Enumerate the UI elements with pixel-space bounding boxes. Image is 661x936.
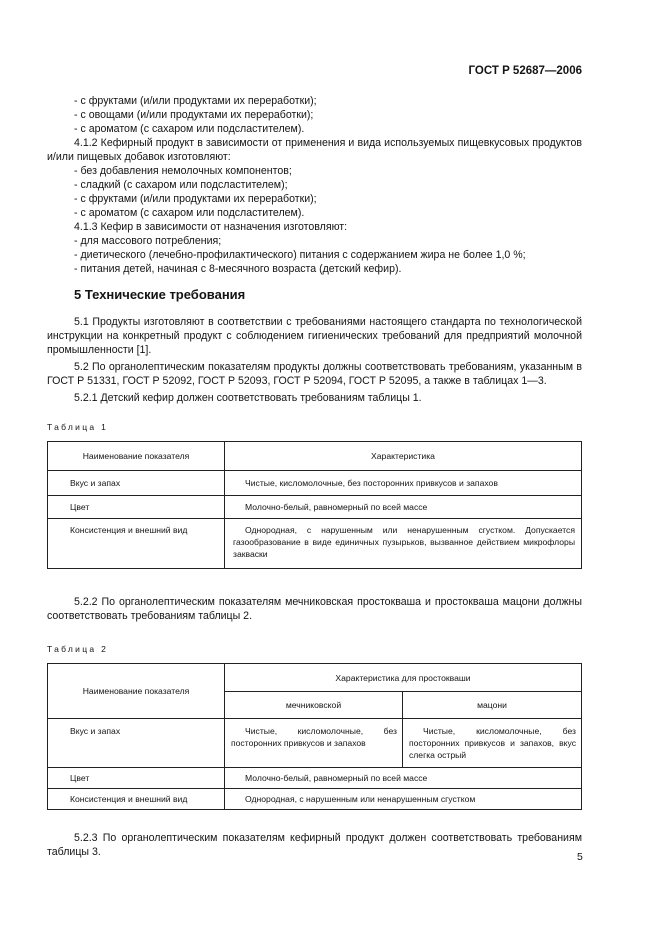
table-cell-name: Консистенция и внешний вид xyxy=(48,519,225,569)
list-item: - без добавления немолочных компонентов; xyxy=(74,165,292,177)
list-item: - с фруктами (и/или продуктами их переработки); xyxy=(74,193,317,205)
table-cell-value: Однородная, с нарушенным или ненарушенным сгустком. Допускается газообразование в виде единичных пузырьков, вызванное действием микрофлоры закваски xyxy=(225,519,582,569)
paragraph-5-2-3: 5.2.3 По органолептическим показателям кефирный продукт должен соответствовать требованиям таблицы 3. xyxy=(47,832,582,858)
table-2-sub-header-matsoni: мацони xyxy=(403,692,582,719)
table-header-row xyxy=(48,664,582,692)
paragraph-5-1: 5.1 Продукты изготовляют в соответствии с требованиями настоящего стандарта по технологической инструкции на конкретный продукт с соблюдением гигиенических требований для предприятий молочной промышленности [1]. xyxy=(47,316,582,356)
table-1-caption: Таблица 1 xyxy=(47,422,109,432)
table-row xyxy=(48,789,582,810)
table-header-row xyxy=(48,442,582,471)
document-body xyxy=(47,94,582,859)
page-number: 5 xyxy=(577,851,583,863)
document-header-code: ГОСТ Р 52687—2006 xyxy=(468,65,582,77)
table-2-sub-header-mechnikov: мечниковской xyxy=(225,692,403,719)
table-1-col-header-characteristic: Характеристика xyxy=(225,442,582,471)
table-1-col-header-name: Наименование показателя xyxy=(48,442,225,471)
paragraph-4-1-2: 4.1.2 Кефирный продукт в зависимости от применения и вида используемых пищевкусовых продуктов и/или пищевых добавок изготовляют: xyxy=(47,137,582,163)
table-2-caption: Таблица 2 xyxy=(47,644,109,654)
paragraph-5-2-2: 5.2.2 По органолептическим показателям мечниковская простокваша и простокваша мацони должны соответствовать требованиям таблицы 2. xyxy=(47,596,582,622)
table-row xyxy=(48,496,582,519)
table-cell-name: Цвет xyxy=(48,768,225,789)
table-2-col-header-name: Наименование показателя xyxy=(48,664,225,719)
list-item: - с фруктами (и/или продуктами их переработки); xyxy=(74,95,317,107)
table-cell-value: Чистые, кисломолочные, без посторонних привкусов и запахов xyxy=(225,471,582,496)
table-cell-value: Чистые, кисломолочные, без посторонних привкусов и запахов, вкус слегка острый xyxy=(403,719,582,768)
section-5-title: 5 Технические требования xyxy=(74,287,246,302)
table-1 xyxy=(47,441,582,569)
table-cell-value: Однородная, с нарушенным или ненарушенным сгустком xyxy=(225,789,582,810)
list-item: - для массового потребления; xyxy=(74,235,222,247)
list-item: - с ароматом (с сахаром или подсластителем). xyxy=(74,207,305,219)
table-cell-name: Вкус и запах xyxy=(48,471,225,496)
table-cell-value: Чистые, кисломолочные, без посторонних привкусов и запахов xyxy=(225,719,403,768)
table-cell-value: Молочно-белый, равномерный по всей массе xyxy=(225,496,582,519)
paragraph-5-2-1: 5.2.1 Детский кефир должен соответствовать требованиям таблицы 1. xyxy=(74,392,422,404)
paragraph-4-1-3: 4.1.3 Кефир в зависимости от назначения изготовляют: xyxy=(74,221,348,233)
list-item: - с ароматом (с сахаром или подсластителем). xyxy=(74,123,305,135)
table-cell-name: Цвет xyxy=(48,496,225,519)
table-cell-name: Консистенция и внешний вид xyxy=(48,789,225,810)
table-2-group-header: Характеристика для простокваши xyxy=(225,664,582,692)
table-2 xyxy=(47,663,582,810)
table-cell-value: Молочно-белый, равномерный по всей массе xyxy=(225,768,582,789)
paragraph-5-2: 5.2 По органолептическим показателям продукты должны соответствовать требованиям, указанным в ГОСТ Р 51331, ГОСТ Р 52092, ГОСТ Р 52093, ГОСТ Р 52094, ГОСТ Р 52095, а также в таблицах 1—3. xyxy=(47,361,582,387)
list-item: - питания детей, начиная с 8-месячного возраста (детский кефир). xyxy=(74,263,402,275)
table-row xyxy=(48,471,582,496)
table-cell-name: Вкус и запах xyxy=(48,719,225,768)
table-row xyxy=(48,719,582,768)
table-row xyxy=(48,768,582,789)
table-row xyxy=(48,519,582,569)
list-item: - с овощами (и/или продуктами их переработки); xyxy=(74,109,314,121)
list-item: - сладкий (с сахаром или подсластителем); xyxy=(74,179,288,191)
list-item: - диетического (лечебно-профилактического) питания с содержанием жира не более 1,0 %; xyxy=(74,249,526,261)
